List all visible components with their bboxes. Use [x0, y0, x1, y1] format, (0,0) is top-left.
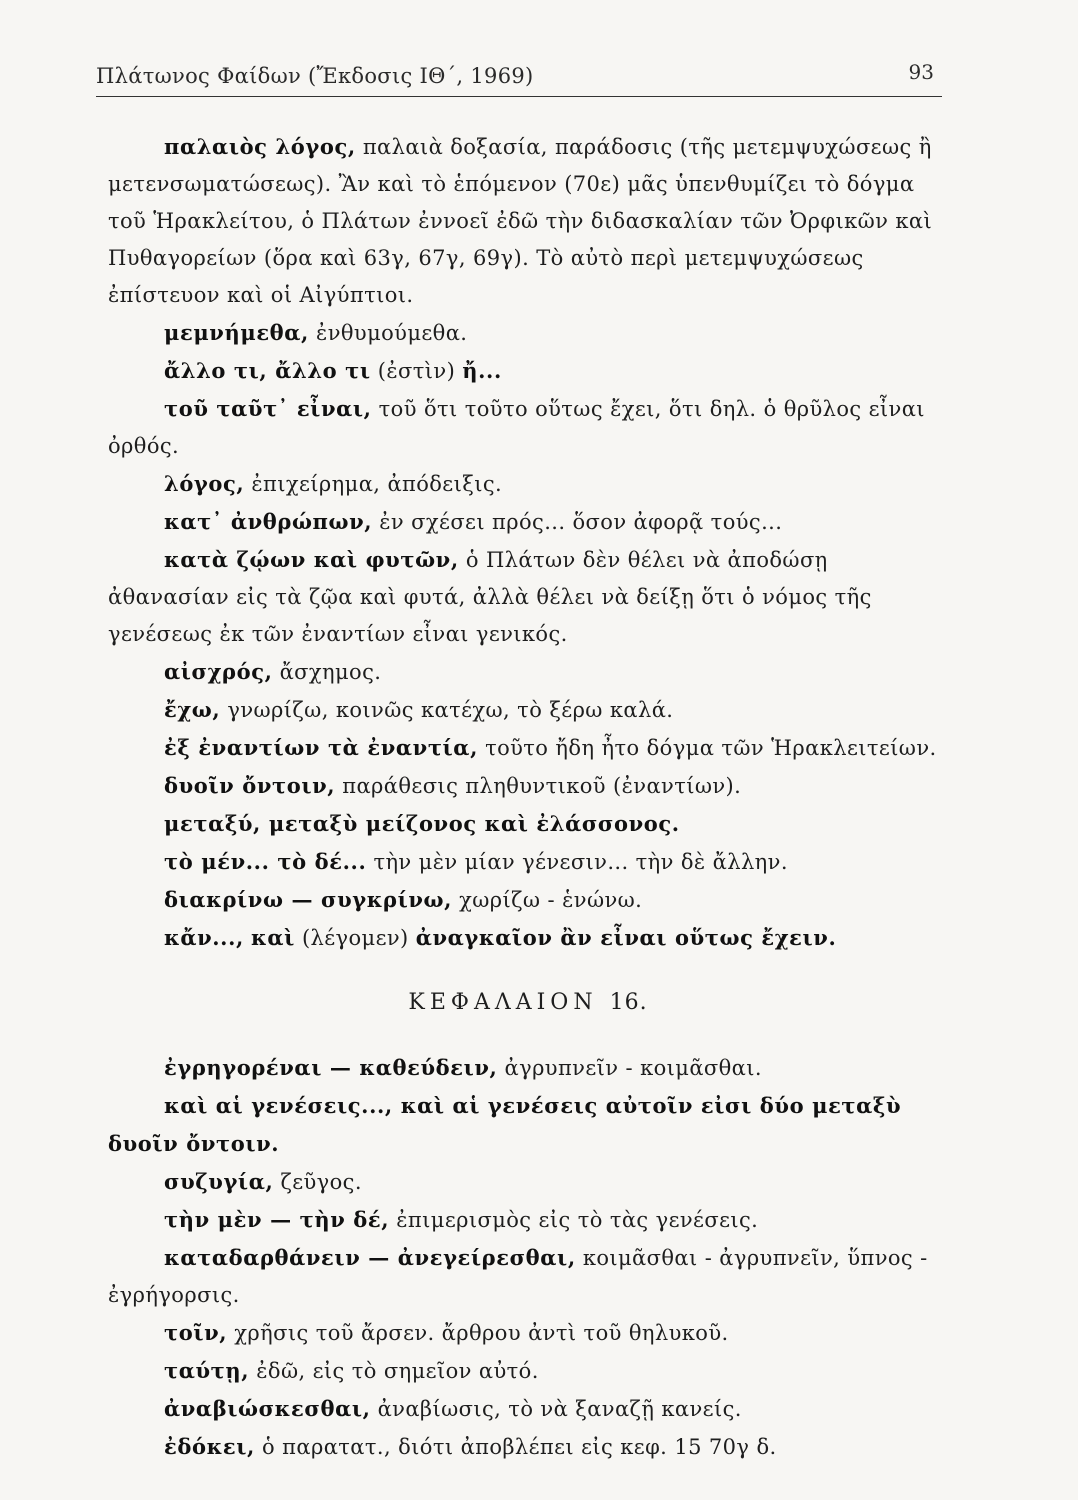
gloss-term: δυοῖν ὄντοιν,: [164, 773, 336, 798]
gloss-text: (λέγομεν): [301, 926, 409, 950]
gloss-text: ἀγρυπνεῖν - κοιμᾶσθαι.: [504, 1056, 762, 1080]
gloss-term-continued: ἀναγκαῖον ἂν εἶναι οὕτως ἔχειν.: [415, 925, 837, 950]
gloss-entry: [108, 1163, 948, 1201]
gloss-entry: [108, 805, 948, 843]
gloss-entry: [108, 465, 948, 503]
gloss-term: αἰσχρός,: [164, 659, 273, 684]
chapter-number: 16.: [609, 990, 648, 1015]
gloss-entry: [108, 1087, 948, 1163]
gloss-entry: [108, 691, 948, 729]
gloss-text: ζεῦγος.: [280, 1170, 362, 1194]
gloss-entry: [108, 352, 948, 390]
gloss-term: τοῦ ταῦτ᾽ εἶναι,: [164, 396, 372, 421]
gloss-term: παλαιὸς λόγος,: [164, 134, 356, 159]
gloss-text: παλαιὰ δοξασία, παράδοσις (τῆς μετεμψυχώσεως ἢ μετενσωματώσεως). Ἂν καὶ τὸ ἑπόμενον (70ε) μᾶς ὑπενθυμίζει τὸ δόγμα τοῦ Ἡρακλείτου, ὁ Πλάτων ἐννοεῖ ἐδῶ τὴν διδασκαλίαν τῶν Ὀρφικῶν καὶ Πυθαγορείων (ὅρα καὶ 63γ, 67γ, 69γ). Τὸ αὐτὸ περὶ μετεμψυχώσεως ἐπίστευον καὶ οἱ Αἰγύπτιοι.: [108, 135, 933, 307]
chapter-heading: [108, 984, 948, 1021]
gloss-term: ἄλλο τι, ἄλλο τι: [164, 358, 371, 383]
gloss-term: κατ᾽ ἀνθρώπων,: [164, 509, 373, 534]
gloss-term: συζυγία,: [164, 1169, 274, 1194]
gloss-term: λόγος,: [164, 471, 245, 496]
gloss-entry: [108, 1049, 948, 1087]
page-header: [96, 62, 942, 97]
gloss-text: ἐπιμερισμὸς εἰς τὸ τὰς γενέσεις.: [396, 1208, 759, 1232]
gloss-text: ἐν σχέσει πρός... ὅσον ἀφορᾷ τούς...: [379, 510, 783, 534]
gloss-text: ἄσχημος.: [279, 660, 382, 684]
gloss-entry: [108, 390, 948, 465]
gloss-term: τὸ μέν... τὸ δέ...: [164, 849, 367, 874]
gloss-entry: [108, 919, 948, 957]
gloss-term: κἄν...,: [164, 925, 244, 950]
gloss-text: παράθεσις πληθυντικοῦ (ἐναντίων).: [342, 774, 742, 798]
gloss-term: κατὰ ζῴων καὶ φυτῶν,: [164, 547, 459, 572]
gloss-term: τὴν μὲν — τὴν δέ,: [164, 1207, 390, 1232]
gloss-term: ἀναβιώσκεσθαι,: [164, 1396, 371, 1421]
gloss-term: μεταξύ, μεταξὺ μείζονος καὶ ἐλάσσονος.: [164, 811, 680, 836]
gloss-entry: [108, 1352, 948, 1390]
gloss-term: ταύτῃ,: [164, 1358, 250, 1383]
gloss-term: καὶ αἱ γενέσεις..., καὶ αἱ γενέσεις αὐτοῖν εἰσι δύο μεταξὺ δυοῖν ὄντοιν.: [108, 1093, 902, 1156]
gloss-term: ἐξ ἐναντίων τὰ ἐναντία,: [164, 735, 478, 760]
gloss-entry: [108, 1428, 948, 1466]
gloss-entry: [108, 541, 948, 653]
gloss-entry: [108, 729, 948, 767]
gloss-term-connector: καὶ: [251, 925, 295, 950]
gloss-text: ὁ Πλάτων δὲν θέλει νὰ ἀποδώσῃ ἀθανασίαν εἰς τὰ ζῷα καὶ φυτά, ἀλλὰ θέλει νὰ δείξῃ ὅτι ὁ νόμος τῆς γενέσεως ἐκ τῶν ἐναντίων εἶναι γενικός.: [108, 548, 872, 646]
gloss-text: τὴν μὲν μίαν γένεσιν... τὴν δὲ ἄλλην.: [373, 850, 788, 874]
gloss-entry: [108, 843, 948, 881]
gloss-text: (ἐστὶν): [377, 359, 456, 383]
gloss-term-continued: ἤ...: [462, 358, 502, 383]
gloss-entry: [108, 128, 948, 314]
gloss-text: τοῦ ὅτι τοῦτο οὕτως ἔχει, ὅτι δηλ. ὁ θρῦλος εἶναι ὀρθός.: [108, 397, 925, 458]
page-number: 93: [908, 60, 934, 84]
gloss-text: χωρίζω - ἑνώνω.: [459, 888, 643, 912]
gloss-text: χρῆσις τοῦ ἄρσεν. ἄρθρου ἀντὶ τοῦ θηλυκοῦ.: [234, 1321, 729, 1345]
page-body: [108, 128, 948, 1466]
running-title: Πλάτωνος Φαίδων (Ἔκδοσις ΙΘ΄, 1969): [96, 64, 534, 88]
gloss-entry: [108, 503, 948, 541]
gloss-entry: [108, 881, 948, 919]
gloss-entry: [108, 1314, 948, 1352]
gloss-text: κοιμᾶσθαι - ἀγρυπνεῖν, ὕπνος - ἐγρήγορσις.: [108, 1246, 928, 1307]
gloss-entry: [108, 1201, 948, 1239]
gloss-term: ἔχω,: [164, 697, 221, 722]
gloss-term: ἐδόκει,: [164, 1434, 255, 1459]
chapter-label: ΚΕΦΑΛΑΙΟΝ: [408, 990, 598, 1015]
gloss-entry: [108, 653, 948, 691]
gloss-text: γνωρίζω, κοινῶς κατέχω, τὸ ξέρω καλά.: [227, 698, 674, 722]
gloss-term: μεμνήμεθα,: [164, 320, 309, 345]
gloss-term: ἐγρηγορέναι — καθεύδειν,: [164, 1055, 498, 1080]
gloss-text: τοῦτο ἤδη ἦτο δόγμα τῶν Ἡρακλειτείων.: [485, 736, 937, 760]
gloss-term: καταδαρθάνειν — ἀνεγείρεσθαι,: [164, 1245, 576, 1270]
gloss-term: διακρίνω — συγκρίνω,: [164, 887, 453, 912]
gloss-text: ἀναβίωσις, τὸ νὰ ξαναζῇ κανείς.: [377, 1397, 742, 1421]
gloss-entry: [108, 314, 948, 352]
gloss-text: ἐπιχείρημα, ἀπόδειξις.: [251, 472, 503, 496]
gloss-text: ἐνθυμούμεθα.: [316, 321, 468, 345]
gloss-entry: [108, 1390, 948, 1428]
gloss-text: ἐδῶ, εἰς τὸ σημεῖον αὐτό.: [256, 1359, 539, 1383]
gloss-term: τοῖν,: [164, 1320, 228, 1345]
gloss-entry: [108, 1239, 948, 1314]
gloss-text: ὁ παρατατ., διότι ἀποβλέπει εἰς κεφ. 15 70γ δ.: [262, 1435, 777, 1459]
gloss-entry: [108, 767, 948, 805]
